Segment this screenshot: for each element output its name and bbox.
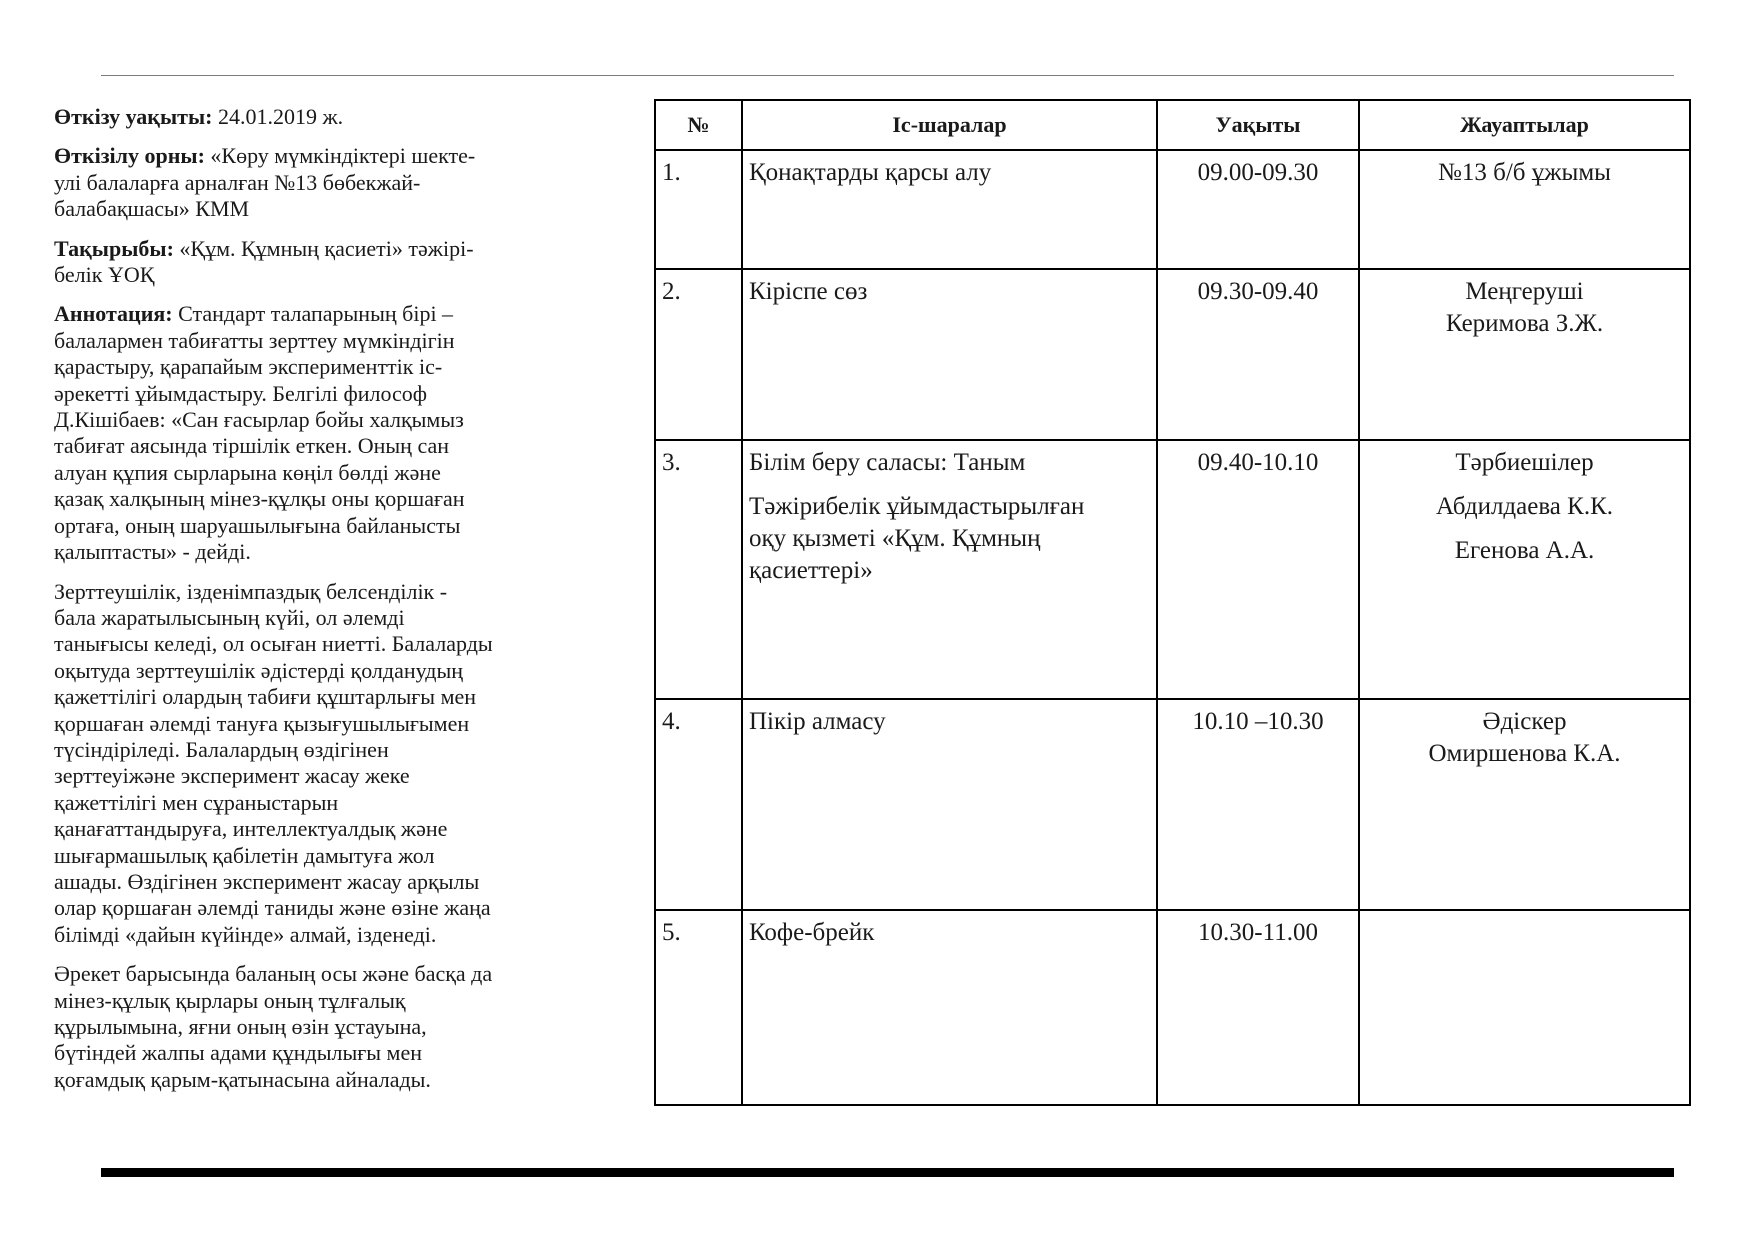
- row-number: 1.: [655, 150, 742, 269]
- topic-line: белік ҰОҚ: [54, 262, 155, 288]
- annotation-line: алуан құпия сырларына көңіл бөлді және: [54, 459, 441, 485]
- event-line: Тәжірибелік ұйымдастырылған: [749, 493, 1085, 520]
- topic-info: [54, 236, 569, 289]
- row-responsible: №13 б/б ұжымы: [1359, 150, 1690, 269]
- row-time: 10.30-11.00: [1157, 910, 1359, 1105]
- paragraph-line: Әрекет барысында баланың осы және басқа да: [54, 961, 493, 987]
- row-time: 09.40-10.10: [1157, 440, 1359, 699]
- time-label: Өткізу уақыты:: [54, 104, 213, 129]
- left-column: [54, 104, 569, 1106]
- responsible-role: Әдіскер: [1482, 708, 1567, 735]
- event-line: қасиеттері»: [749, 557, 873, 584]
- row-number: 4.: [655, 699, 742, 910]
- paragraph-line: білімді «дайын күйінде» алмай, ізденеді.: [54, 921, 437, 947]
- header-events: Іс-шаралар: [742, 100, 1157, 150]
- row-responsible: [1359, 699, 1690, 910]
- row-time: 09.00-09.30: [1157, 150, 1359, 269]
- row-number: 2.: [655, 269, 742, 440]
- row-responsible: [1359, 269, 1690, 440]
- place-line: балабақшасы» КММ: [54, 196, 250, 222]
- header-number: №: [655, 100, 742, 150]
- paragraph-line: түсіндіріледі. Балалардың өздігінен: [54, 736, 389, 762]
- responsible-role: Тәрбиешілер: [1455, 449, 1594, 476]
- annotation-line: қазақ халқының мінез-құлқы оны қоршаған: [54, 486, 465, 512]
- table-header-row: [655, 100, 1690, 150]
- paragraph-line: қоғамдық қарым-қатынасына айналады.: [54, 1066, 431, 1092]
- row-number: 3.: [655, 440, 742, 699]
- annotation-line: табиғат аясында тіршілік еткен. Оның сан: [54, 433, 450, 459]
- paragraph-line: қажеттілігі мен сұраныстарын: [54, 789, 339, 815]
- responsible-role: Меңгеруші: [1465, 278, 1584, 305]
- annotation-line: ортаға, оның шаруашылығына байланысты: [54, 512, 461, 538]
- row-responsible: [1359, 910, 1690, 1105]
- topic-line: Тақырыбы: «Құм. Құмның қасиеті» тәжірі-: [54, 235, 474, 261]
- annotation-line: қалыптасты» - дейді.: [54, 539, 251, 565]
- event-area: Білім беру саласы: Таным: [749, 449, 1026, 476]
- paragraph-line: зерттеуіжәне эксперимент жасау жеке: [54, 763, 410, 789]
- paragraph-line: мінез-құлық қырлары оның тұлғалық: [54, 987, 406, 1013]
- header-responsible: Жауаптылар: [1359, 100, 1690, 150]
- paragraph-line: шығармашылық қабілетін дамытуға жол: [54, 842, 435, 868]
- paragraph-line: қажеттілігі олардың табиғи құштарлығы мен: [54, 684, 477, 710]
- table-row: [655, 910, 1690, 1105]
- place-label: Өткізілу орны:: [54, 143, 205, 169]
- row-number: 5.: [655, 910, 742, 1105]
- table-row: [655, 440, 1690, 699]
- row-responsible: [1359, 440, 1690, 699]
- paragraph-behavior: [54, 961, 569, 1093]
- responsible-name: Керимова З.Ж.: [1445, 310, 1604, 337]
- responsible-name: Егенова А.А.: [1454, 537, 1595, 564]
- header-time: Уақыты: [1157, 100, 1359, 150]
- annotation-line: Аннотация: Стандарт талапарының бірі –: [54, 301, 454, 327]
- paragraph-line: құрылымына, яғни оның өзін ұстауына,: [54, 1014, 427, 1039]
- place-line: улі балаларға арналған №13 бөбекжай-: [54, 169, 421, 195]
- paragraph-line: бүтіндей жалпы адами құндылығы мен: [54, 1040, 422, 1066]
- paragraph-line: олар қоршаған әлемді таниды және өзіне жаңа: [54, 895, 491, 921]
- paragraph-line: қоршаған әлемді тануға қызығушылығымен: [54, 710, 470, 736]
- row-event: Кіріспе сөз: [742, 269, 1157, 440]
- paragraph-line: қанағаттандыруға, интеллектуалдық және: [54, 816, 448, 842]
- row-event: Пікір алмасу: [742, 699, 1157, 910]
- row-event: [742, 440, 1157, 699]
- paragraph-line: ашады. Өздігінен эксперимент жасау арқылы: [54, 868, 480, 894]
- row-event: Кофе-брейк: [742, 910, 1157, 1105]
- bottom-rule: [101, 1168, 1674, 1177]
- event-line: оқу қызметі «Құм. Құмның: [749, 525, 1041, 552]
- annotation-label: Аннотация:: [54, 301, 173, 327]
- paragraph-line: оқытуда зерттеушілік әдістерді қолданудың: [54, 657, 464, 683]
- topic-label: Тақырыбы:: [54, 235, 174, 261]
- time-value: 24.01.2019 ж.: [212, 104, 344, 129]
- responsible-name: Омиршенова К.А.: [1428, 740, 1621, 767]
- row-time: 10.10 –10.30: [1157, 699, 1359, 910]
- top-rule: [101, 75, 1674, 76]
- annotation-line: Д.Кішібаев: «Сан ғасырлар бойы халқымыз: [54, 407, 464, 433]
- row-event: Қонақтарды қарсы алу: [742, 150, 1157, 269]
- agenda-table: [654, 99, 1691, 1106]
- responsible-name: Абдилдаева К.К.: [1435, 493, 1614, 520]
- table-row: [655, 269, 1690, 440]
- table-row: [655, 699, 1690, 910]
- time-info: [54, 104, 569, 130]
- annotation-line: әрекетті ұйымдастыру. Белгілі философ: [54, 380, 428, 406]
- paragraph-line: Зерттеушілік, ізденімпаздық белсенділік -: [54, 578, 448, 604]
- paragraph-research: [54, 579, 569, 949]
- annotation-line: балалармен табиғатты зерттеу мүмкіндігін: [54, 327, 455, 353]
- place-line: Өткізілу орны: «Көру мүмкіндіктері шекте-: [54, 143, 476, 169]
- paragraph-line: танығысы келеді, ол осыған ниетті. Балаларды: [54, 631, 493, 657]
- paragraph-line: бала жаратылысының күйі, ол әлемді: [54, 604, 405, 630]
- row-time: 09.30-09.40: [1157, 269, 1359, 440]
- table-row: [655, 150, 1690, 269]
- annotation-line: қарастыру, қарапайым эксперименттік іс-: [54, 354, 443, 380]
- place-info: [54, 143, 569, 222]
- annotation: [54, 301, 569, 565]
